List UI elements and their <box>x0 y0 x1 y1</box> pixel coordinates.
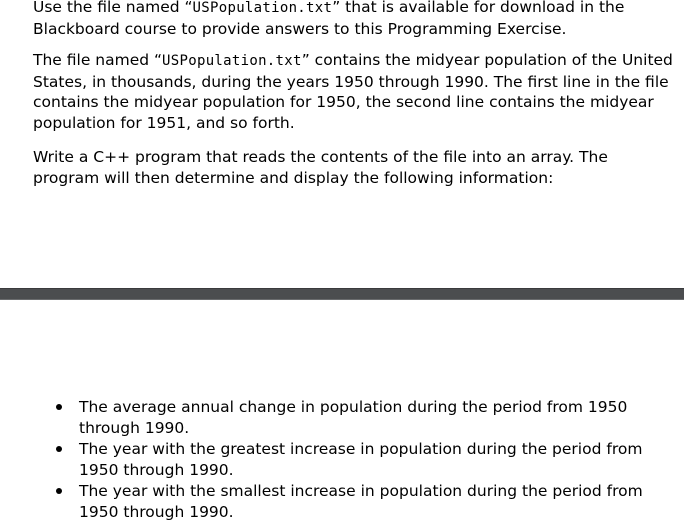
requirement-item <box>53 439 673 480</box>
requirement-text: The year with the greatest increase in population during the period from 1950 through 1990. <box>79 440 643 479</box>
bullet-icon <box>56 446 62 452</box>
requirement-text: The average annual change in population during the period from 1950 through 1990. <box>79 398 628 437</box>
intro-filename: USPopulation.txt <box>192 0 333 16</box>
page-break-divider <box>0 288 684 300</box>
bullet-icon <box>56 488 62 494</box>
intro-suffix: ” that is available for download in the Blackboard course to provide answers to this Programming Exercise. <box>33 0 625 38</box>
intro-paragraph <box>33 0 673 39</box>
description-prefix: The file named “ <box>33 51 163 69</box>
requirement-item <box>53 397 673 438</box>
description-paragraph <box>33 50 673 133</box>
intro-prefix: Use the file named “ <box>33 0 193 16</box>
bullet-icon <box>56 404 62 410</box>
task-paragraph: Write a C++ program that reads the contents of the file into an array. The program will then determine and display the following information: <box>33 148 608 187</box>
description-suffix: ” contains the midyear population of the United States, in thousands, during the years 1950 through 1990. The first line in the file contains the midyear population for 1950, the second line contains the midyear population for 1951, and so forth. <box>33 51 673 132</box>
requirement-item <box>53 481 673 522</box>
requirement-text: The year with the smallest increase in population during the period from 1950 through 1990. <box>79 482 643 521</box>
requirements-list <box>53 397 673 523</box>
description-filename: USPopulation.txt <box>162 53 302 69</box>
